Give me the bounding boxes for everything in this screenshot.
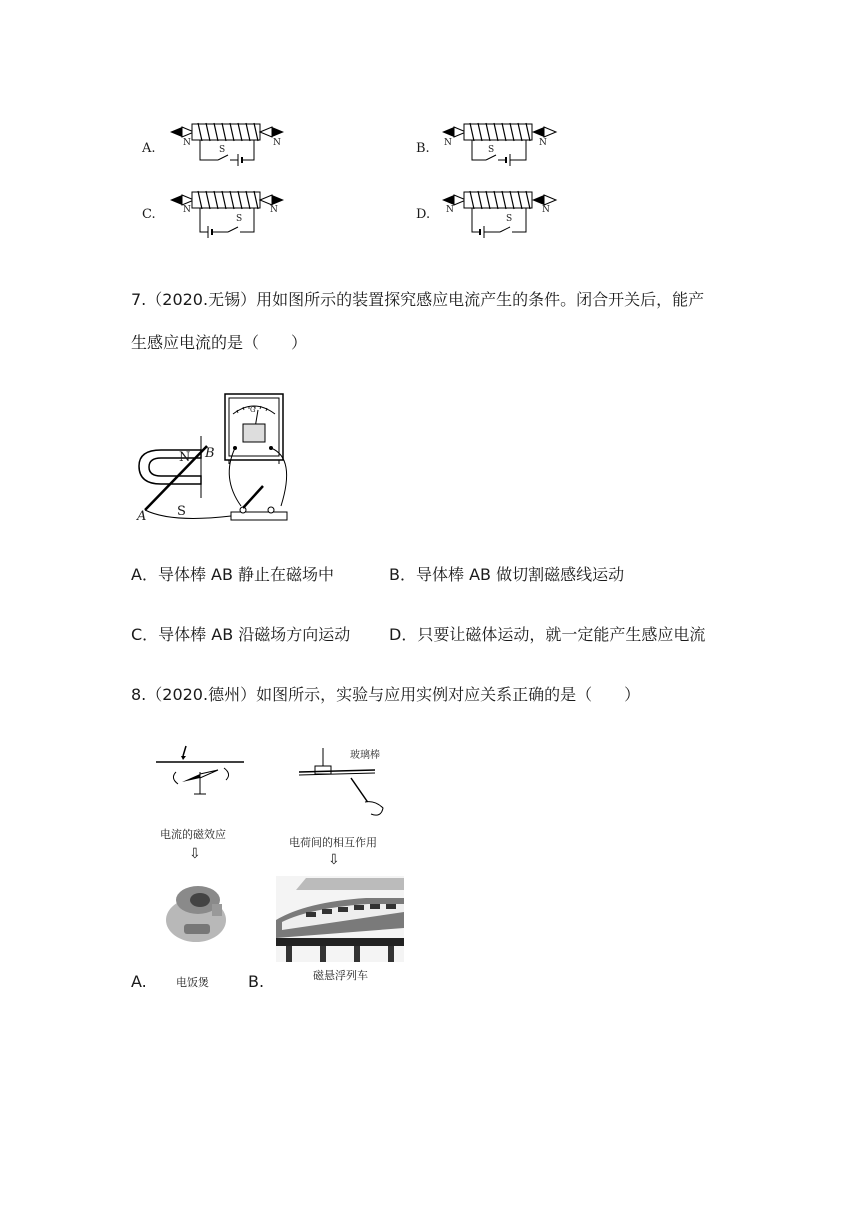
solenoid-figure: [440, 118, 560, 178]
q8-option-a-label: A.: [131, 972, 147, 991]
q8-stem: 8.（2020.德州）如图所示，实验与应用实例对应关系正确的是（ ）: [131, 685, 641, 704]
down-arrow-icon: ⇩: [328, 852, 340, 868]
q7-option-c: C．导体棒 AB 沿磁场方向运动: [131, 625, 351, 644]
q8-b-bottom-caption: 磁悬浮列车: [313, 969, 368, 982]
option-label: C.: [142, 207, 156, 222]
induction-apparatus-icon: [131, 388, 301, 528]
q8-a-bottom-caption: 电饭煲: [176, 976, 209, 989]
option-label: D.: [416, 207, 431, 222]
q8-option-b-label: B.: [248, 972, 265, 991]
q8-a-top-caption: 电流的磁效应: [160, 828, 226, 841]
q8-b-rod-label: 玻璃棒: [350, 750, 380, 761]
oersted-experiment-icon: [152, 742, 247, 804]
electrostatic-experiment-icon: [295, 742, 395, 822]
q7-option-b: B．导体棒 AB 做切割磁感线运动: [389, 565, 625, 584]
q8-b-top-caption: 电荷间的相互作用: [289, 836, 377, 849]
q7-induction-figure: N S B A G: [131, 388, 301, 528]
solenoid-figure: [440, 186, 560, 246]
q7-stem-line2: 生感应电流的是（ ）: [131, 333, 308, 352]
solenoid-figure: [168, 186, 288, 246]
option-label: A.: [142, 141, 156, 156]
q7-option-d: D．只要让磁体运动，就一定能产生感应电流: [389, 625, 706, 644]
down-arrow-icon: ⇩: [189, 846, 201, 862]
option-label: B.: [416, 141, 430, 156]
solenoid-figure: [168, 118, 288, 178]
rice-cooker-icon: [160, 880, 232, 946]
q7-option-a: A．导体棒 AB 静止在磁场中: [131, 565, 335, 584]
maglev-train-icon: [276, 876, 404, 962]
q7-stem-line1: 7.（2020.无锡）用如图所示的装置探究感应电流产生的条件。闭合开关后，能产: [131, 290, 705, 309]
